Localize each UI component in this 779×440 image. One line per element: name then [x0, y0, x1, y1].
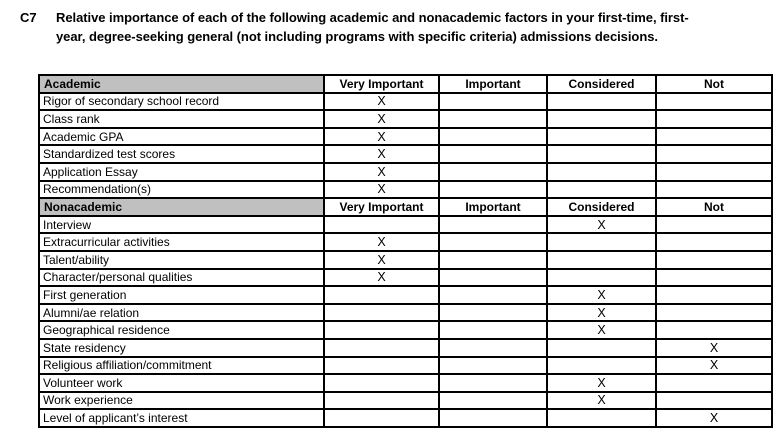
question-block	[20, 9, 765, 46]
table-row	[39, 93, 772, 111]
factor-cell: Alumni/ae relation	[39, 304, 324, 322]
factor-cell: Talent/ability	[39, 251, 324, 269]
empty-rating-cell	[324, 339, 439, 357]
empty-rating-cell	[547, 251, 656, 269]
table-row	[39, 321, 772, 339]
rating-mark-cell: X	[324, 163, 439, 181]
rating-mark-cell: X	[324, 128, 439, 146]
empty-rating-cell	[656, 128, 772, 146]
table-row	[39, 392, 772, 410]
table-row	[39, 110, 772, 128]
rating-mark-cell: X	[656, 409, 772, 427]
table-row	[39, 181, 772, 199]
empty-rating-cell	[547, 145, 656, 163]
factor-cell: Level of applicant’s interest	[39, 409, 324, 427]
empty-rating-cell	[439, 286, 547, 304]
factor-cell: Standardized test scores	[39, 145, 324, 163]
table-row	[39, 286, 772, 304]
section-header-row	[39, 75, 772, 93]
empty-rating-cell	[324, 392, 439, 410]
table-row	[39, 233, 772, 251]
factor-cell: Recommendation(s)	[39, 181, 324, 199]
importance-factors-table	[38, 74, 773, 428]
empty-rating-cell	[656, 110, 772, 128]
factor-cell: Religious affiliation/commitment	[39, 357, 324, 375]
empty-rating-cell	[656, 286, 772, 304]
empty-rating-cell	[439, 110, 547, 128]
empty-rating-cell	[439, 145, 547, 163]
empty-rating-cell	[656, 163, 772, 181]
empty-rating-cell	[547, 409, 656, 427]
table-row	[39, 409, 772, 427]
rating-mark-cell: X	[547, 216, 656, 234]
empty-rating-cell	[656, 321, 772, 339]
empty-rating-cell	[656, 392, 772, 410]
rating-mark-cell: X	[324, 110, 439, 128]
rating-mark-cell: X	[547, 321, 656, 339]
question-text-line2: year, degree-seeking general (not including programs with specific criteria) admissions decisions.	[56, 28, 658, 44]
empty-rating-cell	[324, 374, 439, 392]
empty-rating-cell	[547, 233, 656, 251]
factor-cell: First generation	[39, 286, 324, 304]
empty-rating-cell	[656, 181, 772, 199]
empty-rating-cell	[439, 392, 547, 410]
table-row	[39, 269, 772, 287]
empty-rating-cell	[439, 374, 547, 392]
empty-rating-cell	[324, 409, 439, 427]
empty-rating-cell	[439, 216, 547, 234]
table-row	[39, 128, 772, 146]
empty-rating-cell	[547, 163, 656, 181]
column-header: Very Important	[324, 198, 439, 216]
rating-mark-cell: X	[324, 233, 439, 251]
factor-cell: Rigor of secondary school record	[39, 93, 324, 111]
empty-rating-cell	[439, 339, 547, 357]
table-row	[39, 357, 772, 375]
empty-rating-cell	[439, 409, 547, 427]
empty-rating-cell	[324, 286, 439, 304]
empty-rating-cell	[439, 251, 547, 269]
factor-cell: Class rank	[39, 110, 324, 128]
rating-mark-cell: X	[547, 374, 656, 392]
question-text	[56, 9, 765, 46]
rating-mark-cell: X	[547, 392, 656, 410]
empty-rating-cell	[656, 93, 772, 111]
rating-mark-cell: X	[324, 269, 439, 287]
column-header: Considered	[547, 198, 656, 216]
column-header: Important	[439, 75, 547, 93]
table-row	[39, 163, 772, 181]
section-header-row	[39, 198, 772, 216]
empty-rating-cell	[547, 269, 656, 287]
empty-rating-cell	[547, 110, 656, 128]
factor-cell: Geographical residence	[39, 321, 324, 339]
empty-rating-cell	[656, 233, 772, 251]
table-row	[39, 145, 772, 163]
table-row	[39, 374, 772, 392]
question-id: C7	[20, 10, 37, 25]
rating-mark-cell: X	[324, 93, 439, 111]
factor-cell: Interview	[39, 216, 324, 234]
empty-rating-cell	[439, 269, 547, 287]
section-label: Nonacademic	[39, 198, 324, 216]
empty-rating-cell	[324, 321, 439, 339]
empty-rating-cell	[547, 181, 656, 199]
empty-rating-cell	[324, 216, 439, 234]
empty-rating-cell	[439, 304, 547, 322]
factor-cell: Character/personal qualities	[39, 269, 324, 287]
empty-rating-cell	[656, 269, 772, 287]
empty-rating-cell	[439, 163, 547, 181]
factor-cell: Application Essay	[39, 163, 324, 181]
rating-mark-cell: X	[324, 251, 439, 269]
empty-rating-cell	[656, 251, 772, 269]
rating-mark-cell: X	[547, 286, 656, 304]
empty-rating-cell	[324, 304, 439, 322]
empty-rating-cell	[656, 304, 772, 322]
factor-cell: Volunteer work	[39, 374, 324, 392]
empty-rating-cell	[439, 181, 547, 199]
factors-table-body	[39, 75, 772, 427]
rating-mark-cell: X	[324, 181, 439, 199]
empty-rating-cell	[439, 321, 547, 339]
empty-rating-cell	[656, 374, 772, 392]
factor-cell: Extracurricular activities	[39, 233, 324, 251]
table-row	[39, 216, 772, 234]
empty-rating-cell	[547, 339, 656, 357]
column-header: Considered	[547, 75, 656, 93]
rating-mark-cell: X	[547, 304, 656, 322]
table-row	[39, 339, 772, 357]
table-row	[39, 251, 772, 269]
empty-rating-cell	[324, 357, 439, 375]
empty-rating-cell	[439, 357, 547, 375]
empty-rating-cell	[439, 93, 547, 111]
factor-cell: State residency	[39, 339, 324, 357]
empty-rating-cell	[439, 233, 547, 251]
section-label: Academic	[39, 75, 324, 93]
rating-mark-cell: X	[324, 145, 439, 163]
empty-rating-cell	[547, 128, 656, 146]
column-header: Important	[439, 198, 547, 216]
rating-mark-cell: X	[656, 357, 772, 375]
factor-cell: Work experience	[39, 392, 324, 410]
empty-rating-cell	[656, 145, 772, 163]
column-header: Not	[656, 75, 772, 93]
empty-rating-cell	[547, 93, 656, 111]
rating-mark-cell: X	[656, 339, 772, 357]
factor-cell: Academic GPA	[39, 128, 324, 146]
column-header: Very Important	[324, 75, 439, 93]
empty-rating-cell	[547, 357, 656, 375]
empty-rating-cell	[656, 216, 772, 234]
empty-rating-cell	[439, 128, 547, 146]
table-row	[39, 304, 772, 322]
question-text-line1: Relative importance of each of the following academic and nonacademic factors in your first-time, first-	[56, 10, 689, 25]
column-header: Not	[656, 198, 772, 216]
